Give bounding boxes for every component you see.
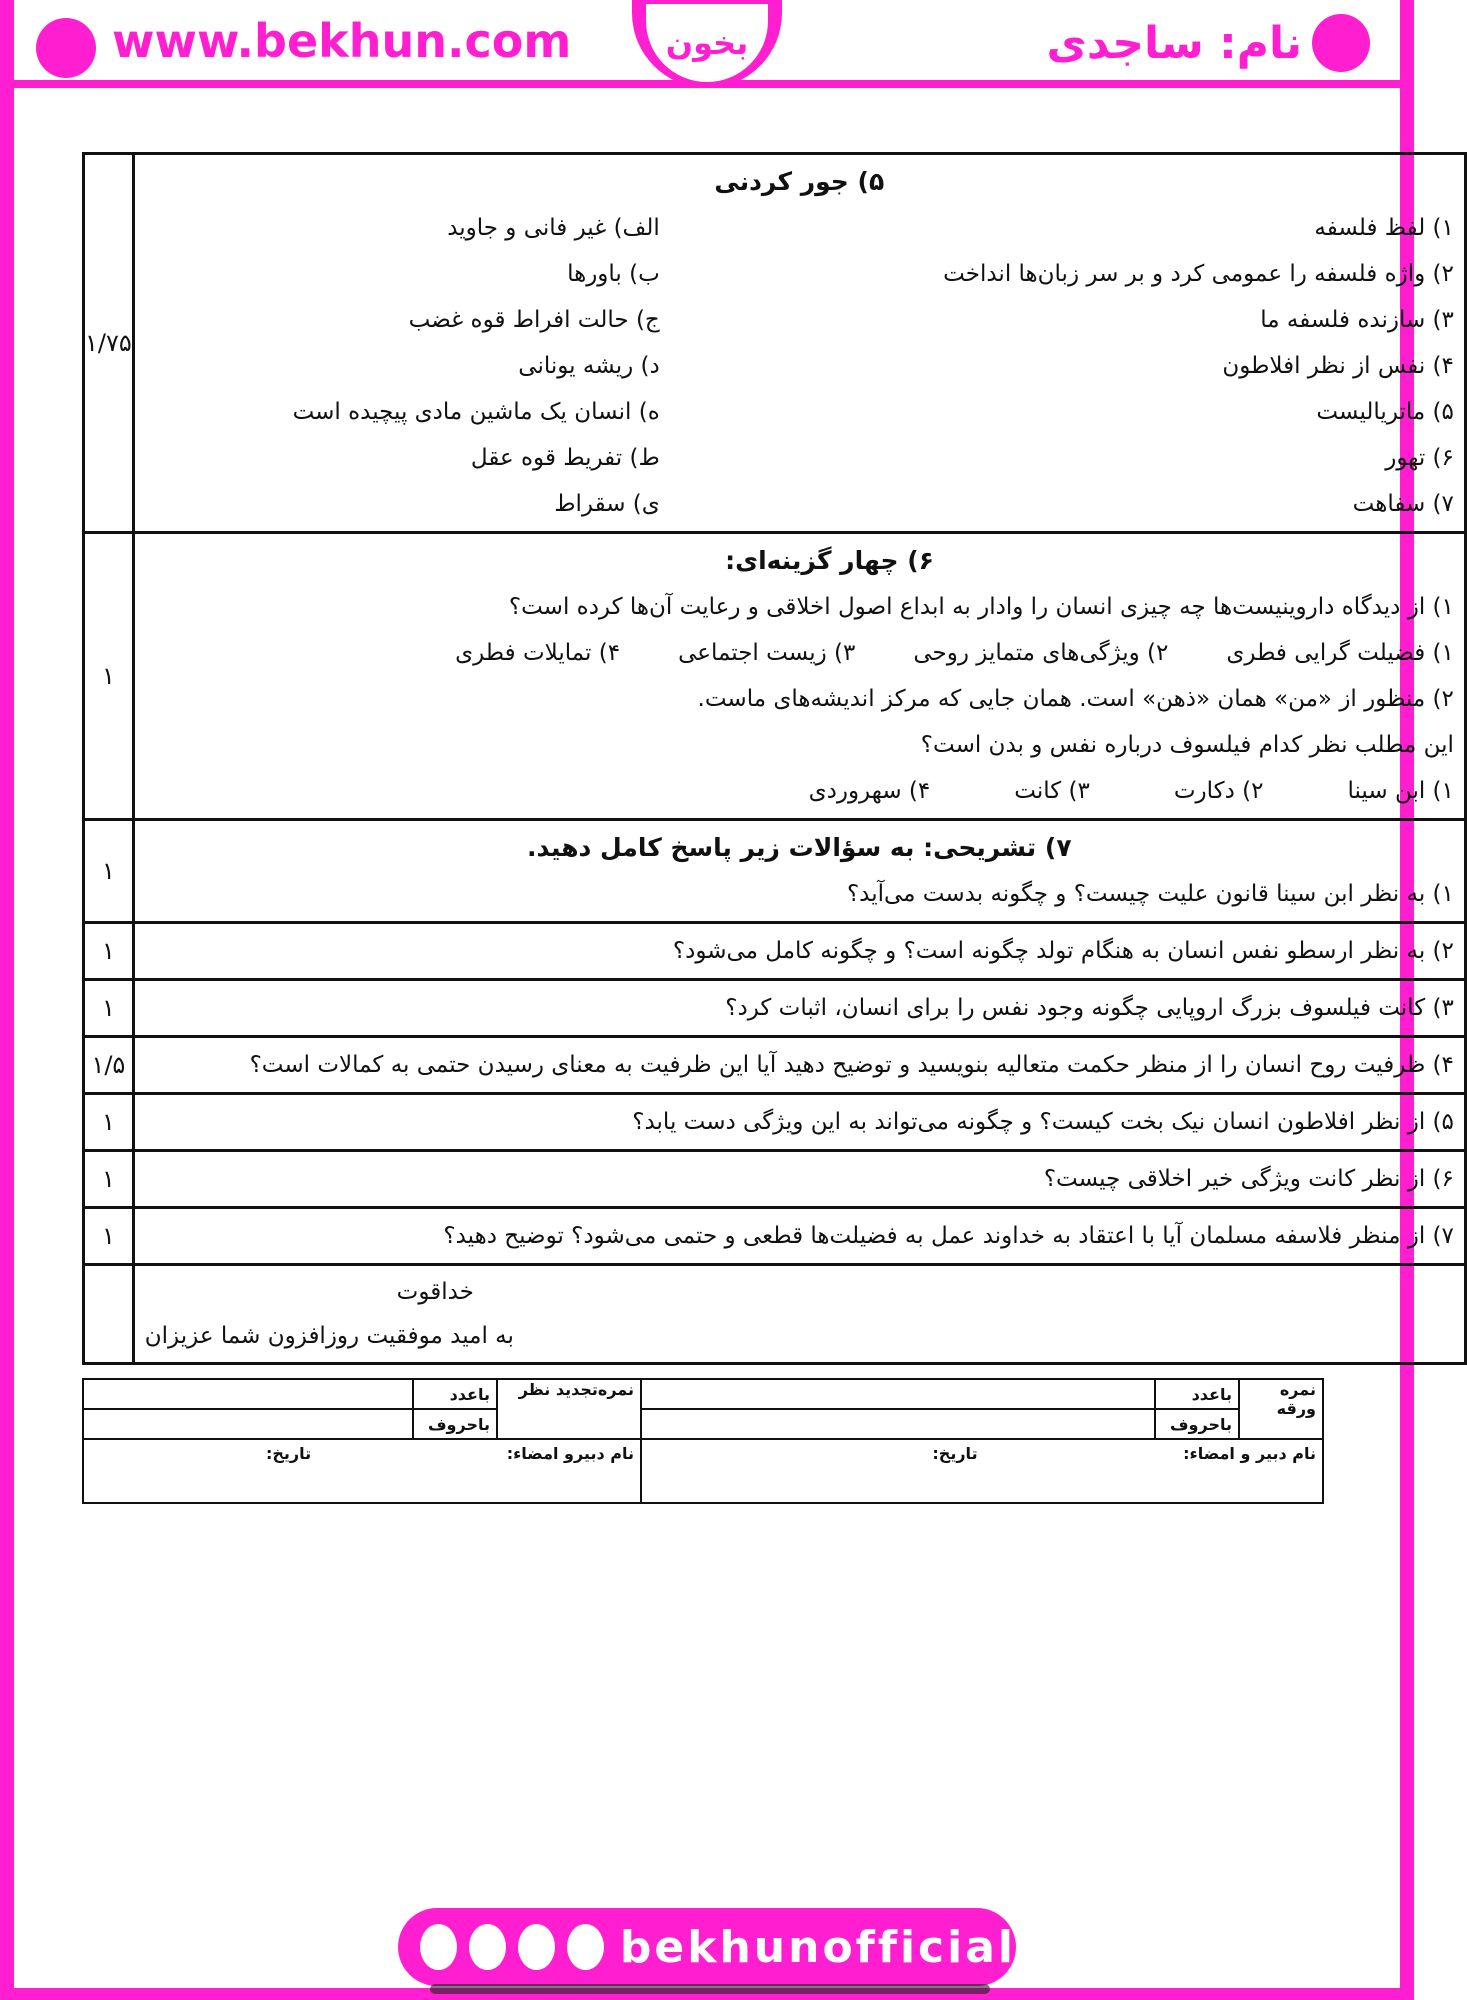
review-letters-label: باحروف (413, 1409, 497, 1439)
date-label: تاریخ: (932, 1444, 978, 1463)
question-7-title: ۷) تشریحی: به سؤالات زیر پاسخ کامل دهید. (527, 833, 1072, 862)
question-6-2-options (145, 768, 1454, 814)
paper-number-label: باعدد (1155, 1379, 1239, 1409)
option[interactable]: ۱) ابن سینا (1347, 778, 1454, 804)
question-7-5: ۵) از نظر افلاطون انسان نیک بخت کیست؟ و چگونه می‌تواند به این ویژگی دست یابد؟ (632, 1109, 1454, 1135)
question-7-3: ۳) کانت فیلسوف بزرگ اروپایی چگونه وجود نفس را برای انسان، اثبات کرد؟ (725, 995, 1454, 1021)
user-icon (1312, 14, 1370, 72)
globe-icon (36, 18, 96, 78)
question-7-1: ۱) به نظر ابن سینا قانون علیت چیست؟ و چگونه بدست می‌آید؟ (846, 881, 1454, 907)
question-7-4: ۴) ظرفیت روح انسان را از منظر حکمت متعالیه بنویسید و توضیح دهید آیا این ظرفیت به معنای رسیدن حتمی به کمالات است؟ (249, 1052, 1454, 1078)
question-7-2-score: ۱ (84, 923, 134, 980)
exam-table (82, 152, 1467, 1365)
option[interactable]: ۴) تمایلات فطری (455, 640, 621, 666)
logo-text: بخون (665, 24, 749, 62)
teacher-sign-1[interactable] (641, 1439, 1323, 1503)
question-7-5-score: ۱ (84, 1094, 134, 1151)
question-7-row-3 (84, 980, 1466, 1037)
question-7-cell-1 (133, 820, 1465, 923)
review-number-field[interactable] (83, 1379, 413, 1409)
match-right-1: ۱) لفظ فلسفه (1314, 215, 1454, 241)
question-6-cell (133, 533, 1465, 820)
teacher-sign-label: نام دبیر و امضاء: (1183, 1444, 1316, 1463)
match-left-3: ج) حالت افراط قوه غضب (408, 307, 660, 333)
telegram-icon[interactable] (518, 1924, 555, 1970)
paper-score-label: نمره ورقه (1239, 1379, 1323, 1439)
question-6-row (84, 533, 1466, 820)
student-name: نام: ساجدی (1046, 17, 1302, 69)
question-5-row (84, 154, 1466, 533)
question-7-4-score: ۱/۵ (84, 1037, 134, 1094)
option[interactable]: ۱) فضیلت گرایی فطری (1226, 640, 1454, 666)
review-score-label: نمره‌تجدید نظر (497, 1379, 641, 1439)
question-7-2: ۲) به نظر ارسطو نفس انسان به هنگام تولد چگونه است؟ و چگونه کامل می‌شود؟ (672, 938, 1454, 964)
match-right-4: ۴) نفس از نظر افلاطون (1222, 353, 1454, 379)
match-left-6: ط) تفریط قوه عقل (470, 445, 660, 471)
match-left-4: د) ریشه یونانی (518, 353, 660, 379)
option[interactable]: ۳) زیست اجتماعی (678, 640, 856, 666)
question-6-1-options (145, 630, 1454, 676)
logo (646, 4, 768, 82)
option[interactable]: ۴) سهروردی (808, 778, 931, 804)
question-6-score: ۱ (84, 533, 134, 820)
question-7-row-7 (84, 1208, 1466, 1265)
question-6-2a: ۲) منظور از «من» همان «ذهن» است. همان جایی که مرکز اندیشه‌های ماست. (697, 686, 1454, 712)
question-7-1-score: ۱ (84, 820, 134, 923)
match-left-1: الف) غیر فانی و جاوید (447, 215, 660, 241)
question-6-title: ۶) چهار گزینه‌ای: (725, 546, 934, 575)
match-left-7: ی) سقراط (554, 491, 660, 517)
match-right-6: ۶) تهور (1385, 445, 1454, 471)
question-6-1: ۱) از دیدگاه داروینیست‌ها چه چیزی انسان را وادار به ابداع اصول اخلاقی و رعایت آن‌ها کرده است؟ (508, 594, 1454, 620)
frame-left (0, 0, 14, 2000)
closing-row (84, 1265, 1466, 1364)
site-url[interactable]: www.bekhun.com (112, 14, 572, 68)
question-7-7: ۷) از منظر فلاسفه مسلمان آیا با اعتقاد به خداوند عمل به فضیلت‌ها قطعی و حتمی می‌شود؟ توضیح دهید؟ (443, 1223, 1454, 1249)
question-7-row-4 (84, 1037, 1466, 1094)
paper-letters-field[interactable] (641, 1409, 1155, 1439)
review-number-label: باعدد (413, 1379, 497, 1409)
match-right-7: ۷) سفاهت (1352, 491, 1454, 517)
paper-letters-label: باحروف (1155, 1409, 1239, 1439)
option[interactable]: ۳) کانت (1014, 778, 1090, 804)
paper-number-field[interactable] (641, 1379, 1155, 1409)
question-5-score: ۱/۷۵ (84, 154, 134, 533)
option[interactable]: ۲) دکارت (1173, 778, 1264, 804)
closing-score (84, 1265, 134, 1364)
question-7-row-2 (84, 923, 1466, 980)
question-7-7-score: ۱ (84, 1208, 134, 1265)
question-6-2b: این مطلب نظر کدام فیلسوف درباره نفس و بدن است؟ (920, 732, 1454, 758)
grade-table (82, 1378, 1324, 1504)
question-5-title: ۵) جور کردنی (714, 167, 885, 196)
question-7-row-5 (84, 1094, 1466, 1151)
question-7-row-6 (84, 1151, 1466, 1208)
student-name-block (1047, 14, 1370, 72)
match-right-5: ۵) ماتریالیست (1316, 399, 1454, 425)
match-right-3: ۳) سازنده فلسفه ما (1260, 307, 1454, 333)
match-left-5: ه) انسان یک ماشین مادی پیچیده است (292, 399, 660, 425)
match-left-2: ب) باورها (567, 261, 660, 287)
question-7-6: ۶) از نظر کانت ویژگی خیر اخلاقی چیست؟ (1043, 1166, 1454, 1192)
question-7-3-score: ۱ (84, 980, 134, 1037)
youtube-icon[interactable] (469, 1924, 506, 1970)
social-handle[interactable]: bekhunofficial (619, 1921, 1016, 1973)
closing-line-1: خداقوت (396, 1279, 474, 1305)
instagram-icon[interactable] (567, 1924, 604, 1970)
social-bar (398, 1908, 1016, 1986)
teacher-sign-2[interactable] (83, 1439, 641, 1503)
aparat-icon[interactable] (420, 1924, 457, 1970)
date-label: تاریخ: (265, 1444, 312, 1463)
question-5-cell (133, 154, 1465, 533)
teacher-sign-label: نام دبیرو امضاء: (506, 1444, 634, 1463)
match-right-2: ۲) واژه فلسفه را عمومی کرد و بر سر زبان‌ها انداخت (943, 261, 1454, 287)
closing-line-2: به امید موفقیت روزافزون شما عزیزان (144, 1323, 514, 1349)
option[interactable]: ۲) ویژگی‌های متمایز روحی (913, 640, 1169, 666)
social-shadow (430, 1984, 990, 1994)
question-7-6-score: ۱ (84, 1151, 134, 1208)
question-7-row-1 (84, 820, 1466, 923)
review-letters-field[interactable] (83, 1409, 413, 1439)
